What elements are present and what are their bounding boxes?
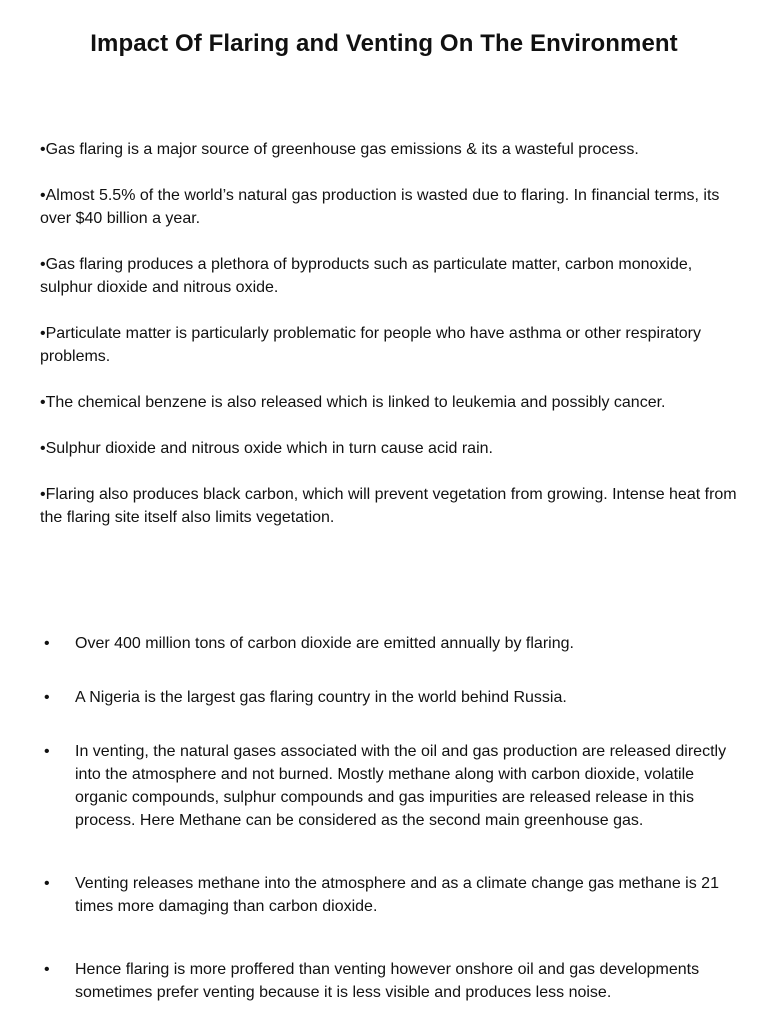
- paragraph-particulate: •Particulate matter is particularly problematic for people who have asthma or other respiratory problems.: [40, 325, 702, 365]
- list-item: [40, 740, 730, 832]
- list-item-text: A Nigeria is the largest gas flaring country in the world behind Russia.: [75, 689, 567, 706]
- paragraph-black-carbon: •Flaring also produces black carbon, which will prevent vegetation from growing. Intense heat from the flaring site itself also limits vegetation.: [40, 486, 737, 526]
- list-item: [40, 872, 730, 918]
- paragraph-waste: •Almost 5.5% of the world’s natural gas production is wasted due to flaring. In financial terms, its over $40 billion a year.: [40, 187, 720, 227]
- paragraph-benzene: •The chemical benzene is also released which is linked to leukemia and possibly cancer.: [40, 394, 666, 411]
- bullet-icon: •: [44, 961, 50, 978]
- list-item-text: Venting releases methane into the atmosphere and as a climate change gas methane is 21 times more damaging than carbon dioxide.: [75, 875, 719, 915]
- paragraph-list: [40, 138, 740, 552]
- bullet-list: [40, 632, 730, 1035]
- bullet-icon: •: [44, 635, 50, 652]
- bullet-icon: •: [44, 689, 50, 706]
- list-item-text: In venting, the natural gases associated with the oil and gas production are released directly into the atmosphere and not burned. Mostly methane along with carbon dioxide, volatile organic compounds, sulphur compounds and gas impurities are released release in this process. Here Methane can be considered as the second main greenhouse gas.: [75, 743, 727, 829]
- list-item: [40, 958, 730, 1004]
- paragraph-byproducts: •Gas flaring produces a plethora of byproducts such as particulate matter, carbon monoxide, sulphur dioxide and nitrous oxide.: [40, 256, 693, 296]
- list-item-text: Over 400 million tons of carbon dioxide are emitted annually by flaring.: [75, 635, 574, 652]
- list-item-text: Hence flaring is more proffered than venting however onshore oil and gas developments sometimes prefer venting because it is less visible and produces less noise.: [75, 961, 700, 1001]
- paragraph-greenhouse: •Gas flaring is a major source of greenhouse gas emissions & its a wasteful process.: [40, 141, 639, 158]
- list-item: [40, 686, 730, 709]
- bullet-icon: •: [44, 875, 50, 892]
- paragraph-acid-rain: •Sulphur dioxide and nitrous oxide which in turn cause acid rain.: [40, 440, 493, 457]
- bullet-icon: •: [44, 743, 50, 760]
- page-title: Impact Of Flaring and Venting On The Environment: [90, 30, 678, 57]
- list-item: [40, 632, 730, 655]
